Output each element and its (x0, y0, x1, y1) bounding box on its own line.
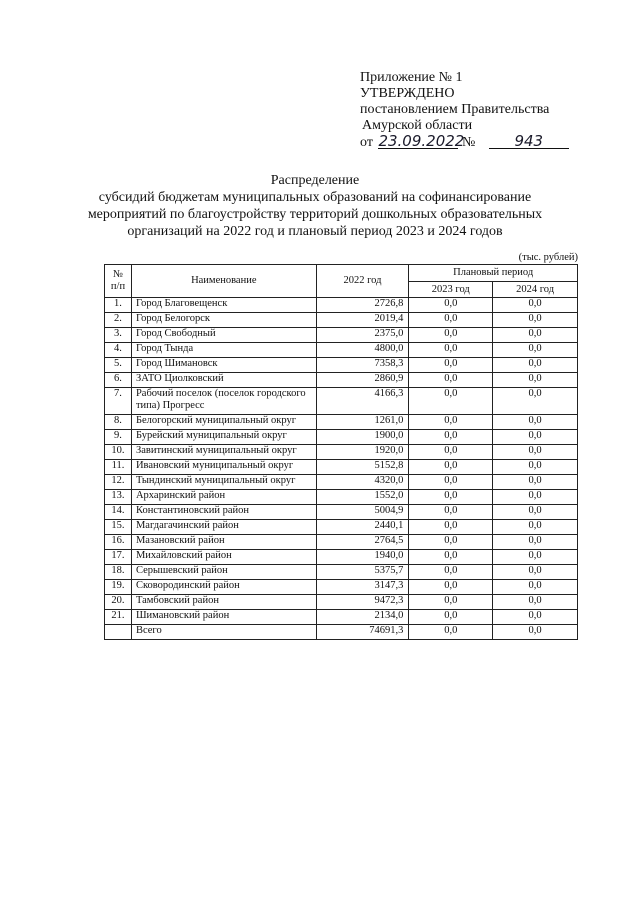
row-2022: 5152,8 (316, 460, 409, 475)
date-number-line (360, 134, 630, 151)
row-name: Бурейский муниципальный округ (131, 430, 316, 445)
row-2024: 0,0 (493, 505, 578, 520)
row-2023: 0,0 (409, 460, 493, 475)
header-name: Наименование (131, 265, 316, 298)
row-2023: 0,0 (409, 475, 493, 490)
row-name: Город Белогорск (131, 313, 316, 328)
row-2023: 0,0 (409, 490, 493, 505)
row-name: Город Тында (131, 343, 316, 358)
row-number: 12. (105, 475, 132, 490)
row-2024: 0,0 (493, 415, 578, 430)
header-2023: 2023 год (409, 282, 493, 298)
table-row (105, 520, 578, 535)
table-row (105, 580, 578, 595)
row-2024: 0,0 (493, 580, 578, 595)
row-2023: 0,0 (409, 328, 493, 343)
row-2023: 0,0 (409, 610, 493, 625)
table-row (105, 505, 578, 520)
row-number: 19. (105, 580, 132, 595)
row-2024: 0,0 (493, 535, 578, 550)
row-2024: 0,0 (493, 550, 578, 565)
header-number (105, 265, 132, 298)
row-2023: 0,0 (409, 595, 493, 610)
total-number (105, 625, 132, 640)
table-row (105, 610, 578, 625)
row-2022: 2440,1 (316, 520, 409, 535)
table-row (105, 358, 578, 373)
row-2022: 4166,3 (316, 388, 409, 415)
table-row (105, 388, 578, 415)
row-2023: 0,0 (409, 373, 493, 388)
row-number: 3. (105, 328, 132, 343)
table-row (105, 430, 578, 445)
row-2023: 0,0 (409, 358, 493, 373)
document-title (80, 172, 550, 240)
row-2024: 0,0 (493, 520, 578, 535)
row-2024: 0,0 (493, 358, 578, 373)
table-row (105, 415, 578, 430)
row-2024: 0,0 (493, 610, 578, 625)
total-2024: 0,0 (493, 625, 578, 640)
total-name: Всего (131, 625, 316, 640)
header-2022: 2022 год (316, 265, 409, 298)
row-name: Город Шимановск (131, 358, 316, 373)
row-2022: 1900,0 (316, 430, 409, 445)
row-2022: 3147,3 (316, 580, 409, 595)
region-label: Амурской области (362, 118, 473, 133)
header-number-line1: № (112, 269, 123, 280)
row-2024: 0,0 (493, 475, 578, 490)
handwritten-date: 23.09.2022 (378, 132, 465, 150)
row-name: Константиновский район (131, 505, 316, 520)
row-number: 5. (105, 358, 132, 373)
table-row (105, 595, 578, 610)
row-2022: 2134,0 (316, 610, 409, 625)
row-2022: 9472,3 (316, 595, 409, 610)
row-2023: 0,0 (409, 415, 493, 430)
row-number: 18. (105, 565, 132, 580)
row-number: 13. (105, 490, 132, 505)
row-2023: 0,0 (409, 565, 493, 580)
row-2022: 7358,3 (316, 358, 409, 373)
row-number: 2. (105, 313, 132, 328)
total-2023: 0,0 (409, 625, 493, 640)
row-2022: 5004,9 (316, 505, 409, 520)
row-2022: 2375,0 (316, 328, 409, 343)
number-label: № (461, 135, 476, 150)
row-number: 10. (105, 445, 132, 460)
row-2022: 1920,0 (316, 445, 409, 460)
total-row (105, 625, 578, 640)
row-2024: 0,0 (493, 313, 578, 328)
row-name: Тамбовский район (131, 595, 316, 610)
row-number: 6. (105, 373, 132, 388)
row-number: 15. (105, 520, 132, 535)
row-name: Белогорский муниципальный округ (131, 415, 316, 430)
table-row (105, 535, 578, 550)
row-2023: 0,0 (409, 520, 493, 535)
subsidy-table (104, 264, 578, 640)
table-row (105, 565, 578, 580)
row-name: Михайловский район (131, 550, 316, 565)
row-name: Город Благовещенск (131, 298, 316, 313)
row-2022: 5375,7 (316, 565, 409, 580)
row-2022: 4800,0 (316, 343, 409, 358)
row-2023: 0,0 (409, 430, 493, 445)
approval-block (360, 70, 630, 151)
row-name: Город Свободный (131, 328, 316, 343)
row-2022: 2019,4 (316, 313, 409, 328)
row-number: 1. (105, 298, 132, 313)
row-2024: 0,0 (493, 373, 578, 388)
row-2022: 2726,8 (316, 298, 409, 313)
row-name: Ивановский муниципальный округ (131, 460, 316, 475)
row-2024: 0,0 (493, 430, 578, 445)
approved-label: УТВЕРЖДЕНО (360, 86, 455, 101)
row-2023: 0,0 (409, 535, 493, 550)
title-line-3: мероприятий по благоустройству территорий дошкольных образовательных (87, 207, 543, 222)
table-row (105, 298, 578, 313)
header-number-line2: п/п (110, 281, 126, 292)
row-name: Шимановский район (131, 610, 316, 625)
table-row (105, 490, 578, 505)
row-2022: 2860,9 (316, 373, 409, 388)
table-row (105, 460, 578, 475)
row-2022: 2764,5 (316, 535, 409, 550)
header-planned-period: Плановый период (409, 265, 578, 282)
row-name: Рабочий поселок (поселок городского типа) Прогресс (131, 388, 316, 415)
row-2022: 1261,0 (316, 415, 409, 430)
title-line-1: Распределение (270, 173, 360, 188)
row-number: 21. (105, 610, 132, 625)
row-2024: 0,0 (493, 388, 578, 415)
row-2024: 0,0 (493, 565, 578, 580)
row-2023: 0,0 (409, 313, 493, 328)
title-line-4: организаций на 2022 год и плановый период 2023 и 2024 годов (127, 224, 503, 239)
row-name: Архаринский район (131, 490, 316, 505)
handwritten-number: 943 (489, 134, 569, 149)
table-row (105, 445, 578, 460)
row-number: 8. (105, 415, 132, 430)
from-label: от (360, 135, 373, 150)
row-number: 20. (105, 595, 132, 610)
header-2024: 2024 год (493, 282, 578, 298)
row-name: Завитинский муниципальный округ (131, 445, 316, 460)
row-name: Серышевский район (131, 565, 316, 580)
total-2022: 74691,3 (316, 625, 409, 640)
row-2024: 0,0 (493, 490, 578, 505)
row-2023: 0,0 (409, 505, 493, 520)
table-body (105, 298, 578, 640)
table-row (105, 373, 578, 388)
table-row (105, 343, 578, 358)
appendix-label: Приложение № 1 (360, 70, 463, 85)
row-2024: 0,0 (493, 445, 578, 460)
row-name: Мазановский район (131, 535, 316, 550)
row-name: Магдагачинский район (131, 520, 316, 535)
units-note: (тыс. рублей) (518, 252, 578, 263)
row-number: 14. (105, 505, 132, 520)
row-number: 4. (105, 343, 132, 358)
table-row (105, 475, 578, 490)
row-2023: 0,0 (409, 580, 493, 595)
resolution-label: постановлением Правительства (360, 102, 550, 117)
row-name: Сковородинский район (131, 580, 316, 595)
row-2022: 1552,0 (316, 490, 409, 505)
row-2023: 0,0 (409, 298, 493, 313)
row-2024: 0,0 (493, 328, 578, 343)
row-2023: 0,0 (409, 343, 493, 358)
table-row (105, 328, 578, 343)
row-2022: 1940,0 (316, 550, 409, 565)
row-number: 17. (105, 550, 132, 565)
row-number: 7. (105, 388, 132, 415)
row-2023: 0,0 (409, 445, 493, 460)
title-line-2: субсидий бюджетам муниципальных образований на софинансирование (98, 190, 532, 205)
row-2024: 0,0 (493, 460, 578, 475)
row-2022: 4320,0 (316, 475, 409, 490)
table-row (105, 313, 578, 328)
row-number: 9. (105, 430, 132, 445)
row-2024: 0,0 (493, 595, 578, 610)
row-2023: 0,0 (409, 388, 493, 415)
row-2024: 0,0 (493, 343, 578, 358)
row-name: ЗАТО Циолковский (131, 373, 316, 388)
row-number: 16. (105, 535, 132, 550)
table-row (105, 550, 578, 565)
row-2023: 0,0 (409, 550, 493, 565)
row-name: Тындинский муниципальный округ (131, 475, 316, 490)
row-2024: 0,0 (493, 298, 578, 313)
row-number: 11. (105, 460, 132, 475)
